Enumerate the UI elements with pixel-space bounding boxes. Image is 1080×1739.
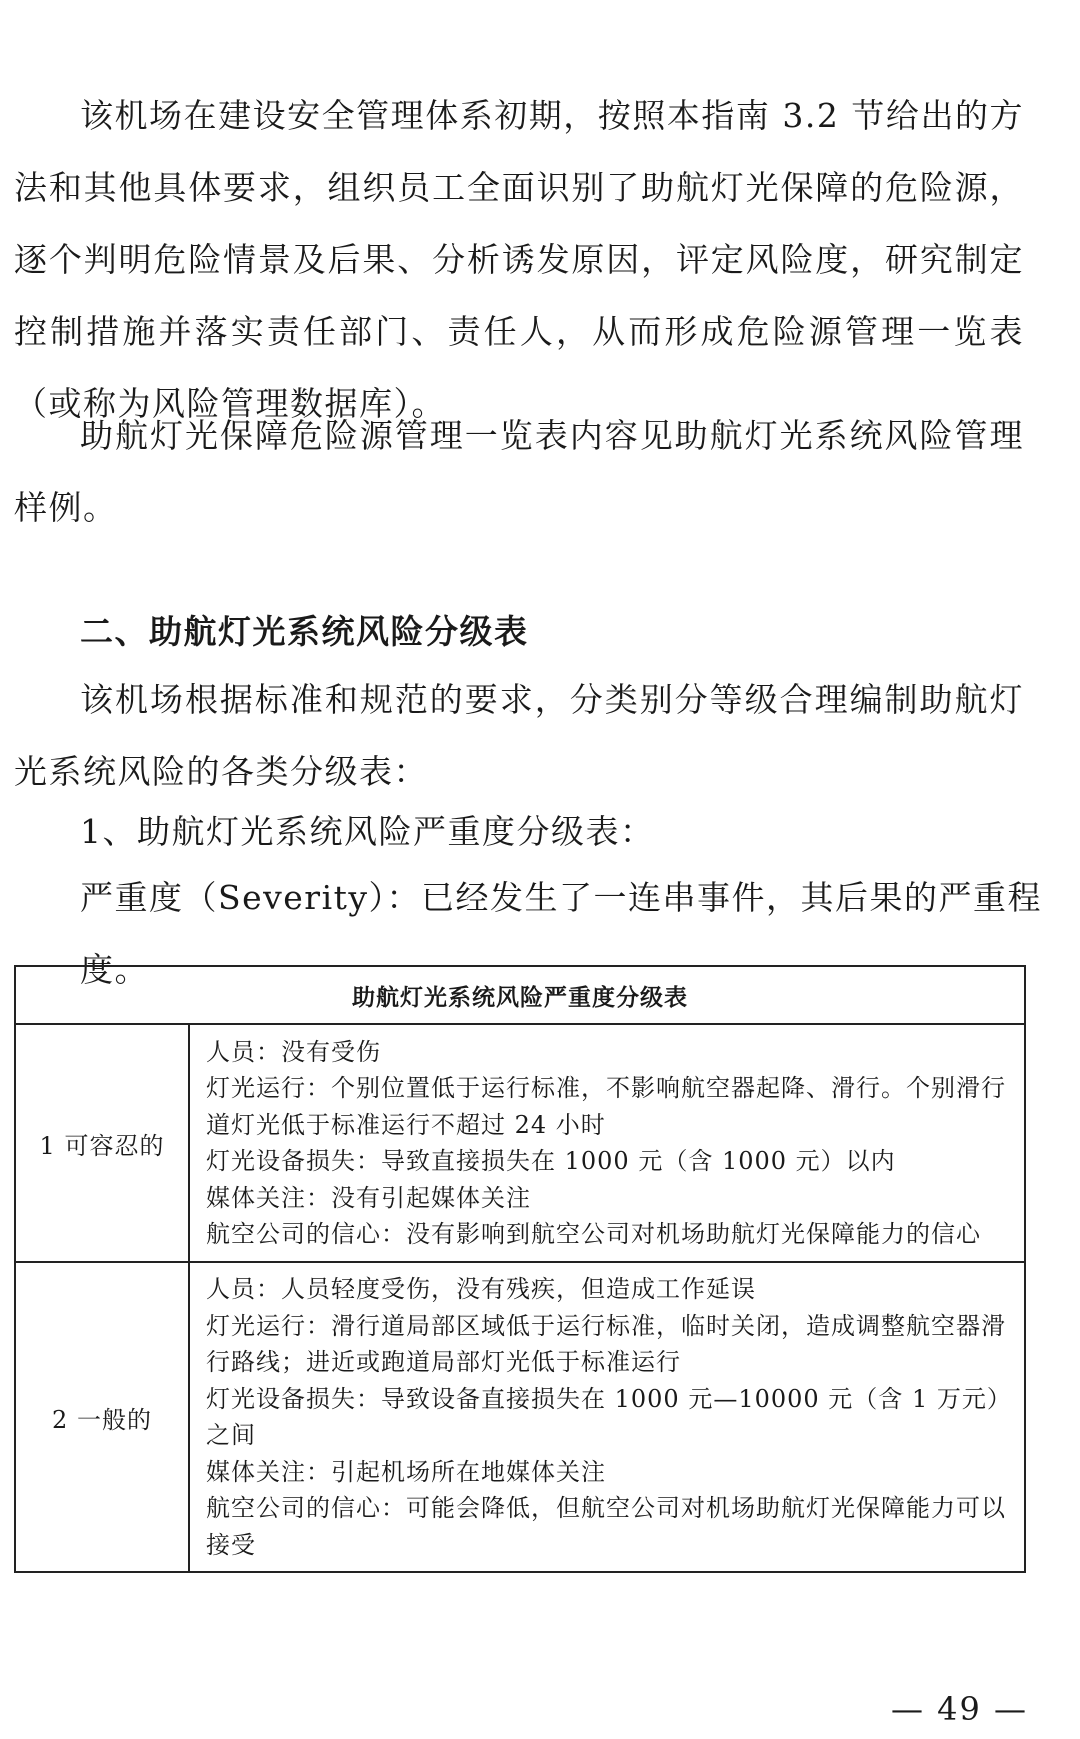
body-paragraph-2: 助航灯光保障危险源管理一览表内容见助航灯光系统风险管理样例。 [14,416,1024,527]
description-line: 人员：人员轻度受伤，没有残疾，但造成工作延误 [206,1275,756,1303]
description-line: 行路线；进近或跑道局部灯光低于标准运行 [206,1348,681,1376]
description-line: 媒体关注：引起机场所在地媒体关注 [206,1457,606,1486]
severity-level: 1 可容忍的 [15,1024,189,1262]
subsection-heading: 1、助航灯光系统风险严重度分级表： [80,812,655,851]
description-line: 灯光设备损失：导致直接损失在 1000 元（含 1000 元）以内 [206,1147,896,1175]
description-line: 灯光运行：滑行道局部区域低于运行标准，临时关闭，造成调整航空器滑 [206,1311,1006,1340]
description-line: 人员：没有受伤 [206,1037,381,1066]
description-line: 接受 [206,1530,256,1559]
section-heading: 二、助航灯光系统风险分级表 [80,612,529,651]
description-line: 灯光设备损失：导致设备直接损失在 1000 元—10000 元（含 1 万元）之间 [206,1384,1012,1449]
description-line: 媒体关注：没有引起媒体关注 [206,1183,531,1212]
description-line: 航空公司的信心：可能会降低，但航空公司对机场助航灯光保障能力可以 [206,1494,1006,1522]
table-row [15,1262,1025,1572]
description-line: 道灯光低于标准运行不超过 24 小时 [206,1110,606,1139]
severity-definition: 严重度（Severity）：已经发生了一连串事件，其后果的严重程度。 [80,878,1043,989]
severity-description [189,1024,1025,1262]
severity-table [14,965,1026,1573]
description-line: 灯光运行：个别位置低于运行标准，不影响航空器起降、滑行。个别滑行 [206,1074,1006,1102]
table-row [15,1024,1025,1262]
description-line: 航空公司的信心：没有影响到航空公司对机场助航灯光保障能力的信心 [206,1220,981,1248]
table-title: 助航灯光系统风险严重度分级表 [15,966,1025,1024]
severity-description [189,1262,1025,1572]
page-number: — 49 — [890,1690,1028,1728]
body-paragraph-1: 该机场在建设安全管理体系初期，按照本指南 3.2 节给出的方法和其他具体要求，组织员工全面识别了助航灯光保障的危险源，逐个判明危险情景及后果、分析诱发原因，评定风险度，研究制定控制措施并落实责任部门、责任人，从而形成危险源管理一览表（或称为风险管理数据库）。 [14,96,1024,423]
section-intro: 该机场根据标准和规范的要求，分类别分等级合理编制助航灯光系统风险的各类分级表： [14,680,1024,791]
severity-level: 2 一般的 [15,1262,189,1572]
